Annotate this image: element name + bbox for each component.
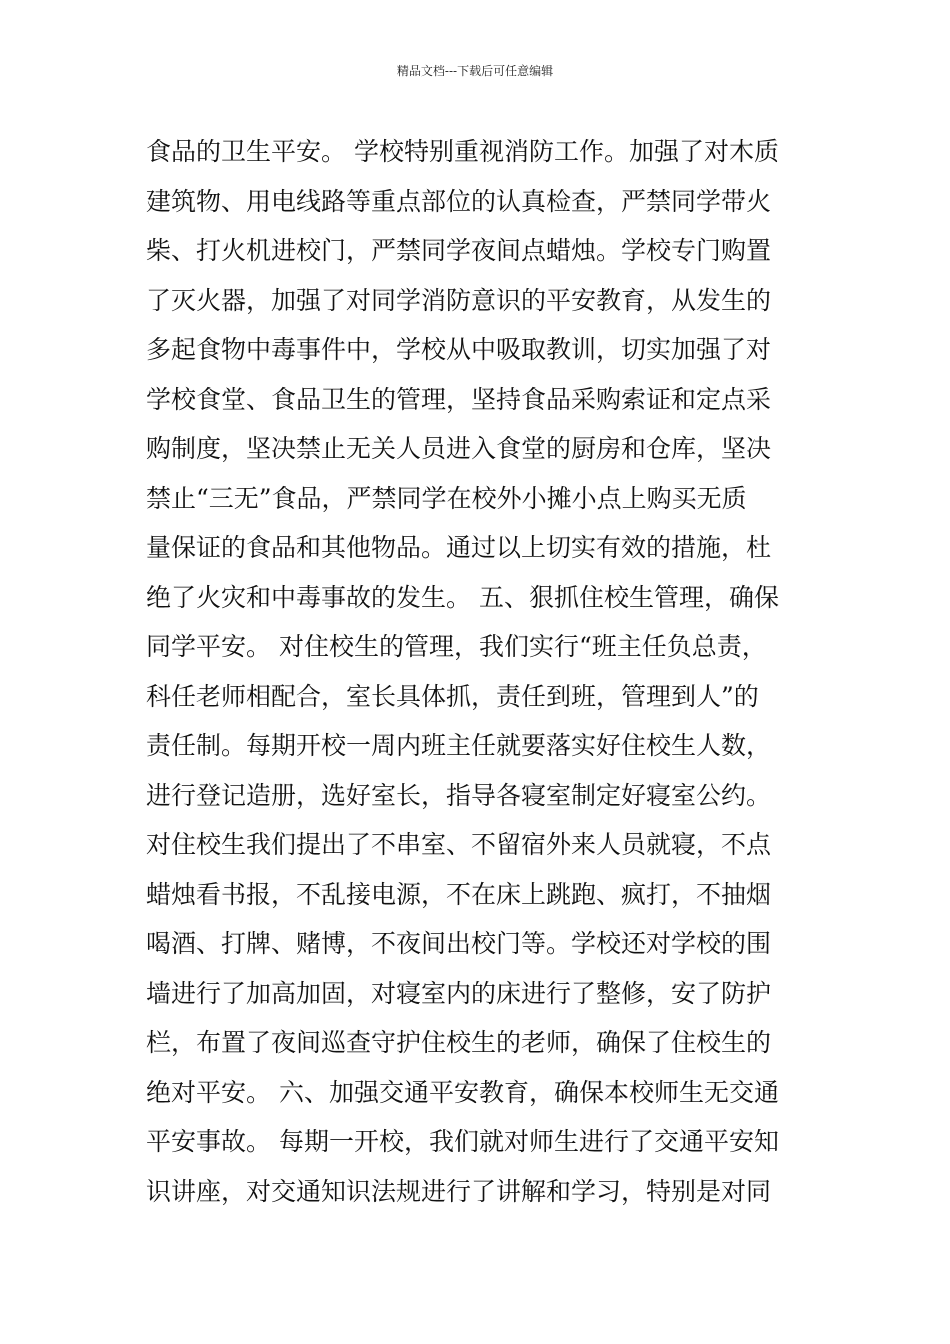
text-line: 学校食堂、食品卫生的管理，坚持食品采购索证和定点采 — [146, 384, 772, 414]
text-line: 同学平安。 对住校生的管理，我们实行“班主任负总责， — [146, 632, 767, 661]
text-line: 绝对平安。 六、加强交通平安教育，确保本校师生无交通 — [146, 1077, 779, 1107]
text-line: 柴、打火机进校门，严禁同学夜间点蜡烛。学校专门购置 — [146, 236, 772, 265]
text-line: 墙进行了加高加固，对寝室内的床进行了整修，安了防护 — [146, 978, 772, 1008]
text-line: 栏，布置了夜间巡查守护住校生的老师，确保了住校生的 — [146, 1028, 772, 1057]
text-line: 识讲座，对交通知识法规进行了讲解和学习，特别是对同 — [146, 1176, 772, 1206]
page-header: 精品文档---下载后可任意编辑 — [396, 64, 554, 78]
text-line: 责任制。每期开校一周内班主任就要落实好住校生人数， — [146, 731, 772, 760]
text-line: 科任老师相配合，室长具体抓，责任到班，管理到人”的 — [146, 681, 759, 711]
text-line: 对住校生我们提出了不串室、不留宿外来人员就寝，不点 — [146, 830, 772, 859]
text-line: 食品的卫生平安。 学校特别重视消防工作。加强了对木质 — [146, 137, 779, 166]
text-line: 绝了火灾和中毒事故的发生。 五、狠抓住校生管理，确保 — [146, 582, 779, 612]
text-line: 购制度，坚决禁止无关人员进入食堂的厨房和仓库，坚决 — [146, 434, 772, 463]
text-line: 进行登记造册，选好室长，指导各寝室制定好寝室公约。 — [146, 780, 772, 810]
text-line: 蜡烛看书报，不乱接电源，不在床上跳跑、疯打，不抽烟 — [146, 879, 772, 909]
document-body — [146, 127, 826, 1216]
text-line: 平安事故。 每期一开校，我们就对师生进行了交通平安知 — [146, 1127, 779, 1156]
text-line: 了灭火器，加强了对同学消防意识的平安教育，从发生的 — [146, 285, 772, 315]
text-line: 量保证的食品和其他物品。通过以上切实有效的措施，杜 — [146, 533, 772, 562]
text-line: 建筑物、用电线路等重点部位的认真检查，严禁同学带火 — [146, 186, 772, 216]
text-line: 禁止“三无”食品，严禁同学在校外小摊小点上购买无质 — [146, 483, 747, 513]
text-line: 喝酒、打牌、赌博，不夜间出校门等。学校还对学校的围 — [146, 929, 772, 958]
text-line: 多起食物中毒事件中，学校从中吸取教训，切实加强了对 — [146, 335, 772, 364]
